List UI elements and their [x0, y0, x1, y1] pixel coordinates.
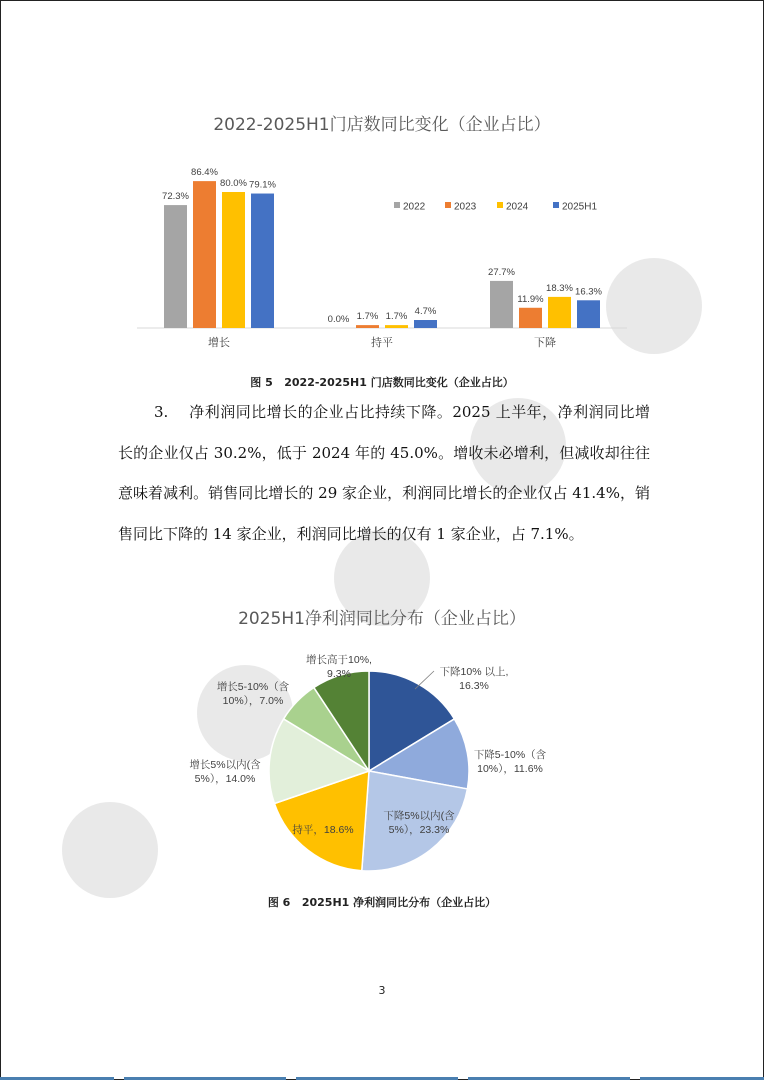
data-label-2022-2: 0.0%: [327, 314, 350, 325]
pie-label-2: [474, 748, 547, 775]
legend-label-2025h1: 2025H1: [562, 201, 598, 213]
pie-label-4: [292, 823, 353, 836]
net-profit-pie-chart: [0, 640, 764, 890]
bar-2023-3: [519, 308, 542, 328]
legend-label-2023: 2023: [454, 201, 477, 213]
bar-2023-2: [356, 325, 379, 328]
figure6-caption-text: 2025H1 净利润同比分布（企业占比）: [301, 896, 497, 909]
data-label-2023-2: 1.7%: [356, 311, 379, 323]
pie-leader-line: [415, 671, 434, 689]
bar-2025h1-1: [251, 194, 274, 328]
paragraph-text: 净利润同比增长的企业占比持续下降。2025 上半年，净利润同比增长的企业仅占 30.2%，低于 2024 年的 45.0%。增收未必增利，但减收却往往意味着减利。销售同比增长的 29 家企业，利润同比增长的企业仅占 41.4%，销售同比下降的 14 家企业，利润同比增长的仅有 1 家企业，占 7.1%。: [118, 403, 650, 543]
figure5-chart-title: 2022-2025H1门店数同比变化（企业占比）: [213, 115, 551, 135]
pie-label-line: 增长高于10%,: [306, 654, 372, 666]
data-label-2024-1: 80.0%: [220, 178, 247, 189]
x-tick-label: 下降: [534, 337, 556, 349]
bar-2022-1: [164, 205, 187, 328]
figure5-caption-prefix: 图 5: [250, 376, 273, 389]
data-label-2024-3: 18.3%: [546, 282, 573, 294]
pie-label-line: 持平，18.6%: [292, 824, 354, 836]
pie-label-line: 下降10% 以上,: [439, 666, 509, 678]
legend-swatch-2024: [497, 202, 503, 208]
bar-2025h1-3: [577, 300, 600, 328]
legend-swatch-2022: [394, 202, 400, 208]
pie-label-line: 10%），7.0%: [222, 695, 284, 707]
bar-2025h1-2: [414, 320, 437, 328]
page-number: 3: [378, 984, 386, 997]
data-label-2023-3: 11.9%: [517, 293, 544, 305]
bar-2024-1: [222, 192, 245, 328]
pie-label-line: 5%），14.0%: [194, 773, 256, 785]
x-tick-label: 持平: [371, 337, 393, 349]
paragraph-number: 3.: [154, 403, 169, 421]
pie-label-5: [189, 758, 261, 785]
pie-label-line: 9.3%: [327, 668, 351, 680]
legend-swatch-2023: [445, 202, 451, 208]
legend-label-2024: 2024: [506, 201, 529, 213]
figure6-caption-prefix: 图 6: [267, 896, 291, 909]
data-label-2022-1: 72.3%: [162, 191, 189, 203]
figure6-chart-title: 2025H1净利润同比分布（企业占比）: [238, 609, 526, 629]
data-label-2025h1-2: 4.7%: [414, 306, 437, 318]
pie-label-line: 16.3%: [459, 680, 489, 692]
legend-label-2022: 2022: [403, 201, 426, 213]
x-tick-label: 增长: [208, 337, 230, 349]
figure6-caption: [0, 894, 764, 910]
bar-2022-3: [490, 281, 513, 328]
pie-label-line: 10%），11.6%: [477, 763, 543, 775]
pie-label-line: 下降5%以内(含: [383, 810, 455, 822]
pie-label-6: [217, 680, 290, 707]
bar-2024-2: [385, 325, 408, 328]
body-paragraph: [118, 392, 650, 554]
data-label-2022-3: 27.7%: [488, 266, 515, 278]
pie-label-line: 5%），23.3%: [388, 824, 450, 836]
data-label-2025h1-1: 79.1%: [249, 179, 276, 191]
figure5-caption: [0, 374, 764, 390]
pie-label-line: 增长5-10%（含: [216, 681, 290, 693]
data-label-2025h1-3: 16.3%: [575, 286, 602, 298]
pie-label-line: 增长5%以内(含: [189, 759, 261, 771]
data-label-2023-1: 86.4%: [191, 167, 218, 179]
pie-label-1: [440, 665, 509, 692]
legend-swatch-2025h1: [553, 202, 559, 208]
figure5-caption-text: 2022-2025H1 门店数同比变化（企业占比）: [284, 376, 514, 389]
bar-2024-3: [548, 297, 571, 328]
data-label-2024-2: 1.7%: [385, 311, 408, 323]
store-count-bar-chart: [0, 140, 764, 360]
pie-label-line: 下降5-10%（含: [473, 749, 547, 761]
bar-2023-1: [193, 181, 216, 328]
